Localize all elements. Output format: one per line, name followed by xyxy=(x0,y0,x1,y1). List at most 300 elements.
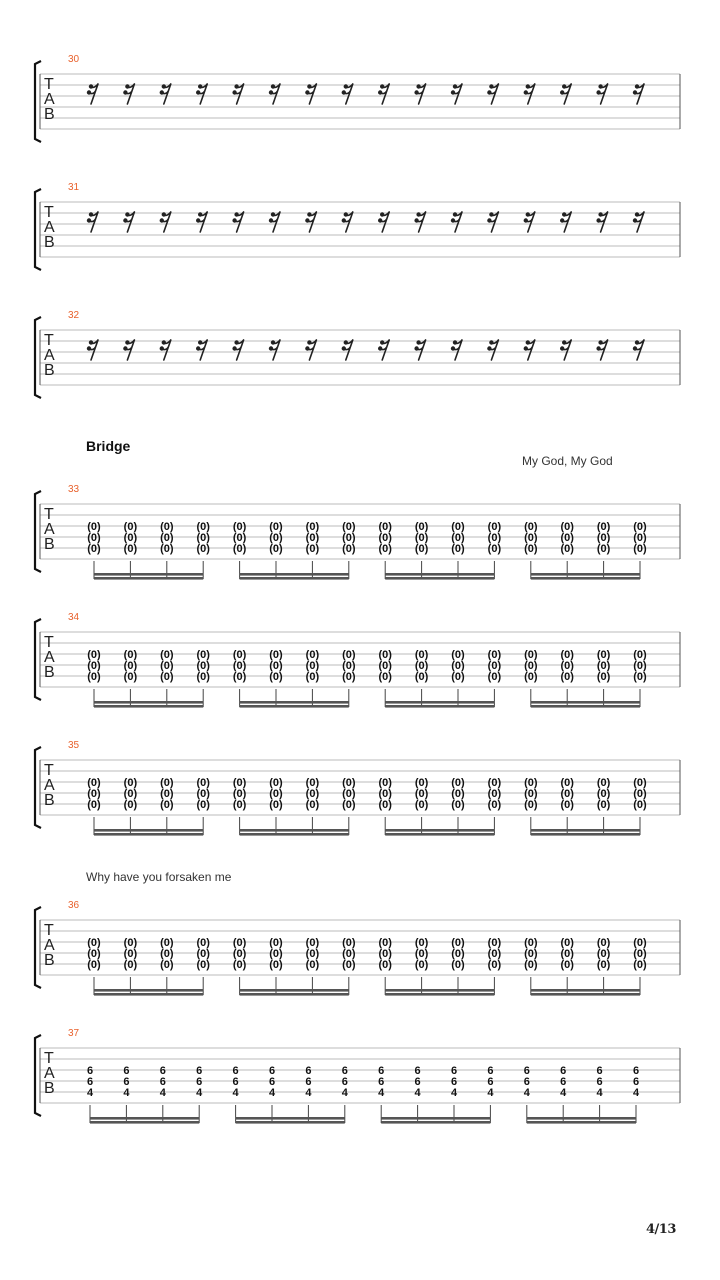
rest-dot xyxy=(196,346,200,350)
fret-number: (0) xyxy=(633,649,647,661)
rest-dot xyxy=(416,84,420,88)
rest-dot xyxy=(271,84,275,88)
rest-dot xyxy=(596,218,600,222)
beam xyxy=(527,1117,636,1120)
rest-dot xyxy=(635,212,639,216)
rest-dot xyxy=(89,84,93,88)
rest-dot xyxy=(487,90,491,94)
fret-number: (0) xyxy=(451,799,465,811)
fret-number: (0) xyxy=(633,521,647,533)
fret-number: (0) xyxy=(524,777,538,789)
beam xyxy=(240,989,349,992)
fret-number: (0) xyxy=(596,948,611,960)
lyric-line: Why have you forsaken me xyxy=(86,870,232,884)
rest-dot xyxy=(453,340,457,344)
rest-dot xyxy=(526,212,530,216)
tab-clef-letter: T xyxy=(44,762,54,779)
beam xyxy=(236,1121,345,1124)
rest-dot xyxy=(453,84,457,88)
fret-number: (0) xyxy=(123,521,138,533)
fret-number: (0) xyxy=(232,649,247,661)
rest-dot xyxy=(487,218,491,222)
beam xyxy=(527,1121,636,1124)
fret-number: (0) xyxy=(560,959,574,971)
rest-dot xyxy=(307,340,311,344)
fret-number: (0) xyxy=(342,777,356,789)
fret-number: (0) xyxy=(269,543,283,555)
fret-number: (0) xyxy=(378,788,392,800)
fret-number: 6 xyxy=(232,1076,239,1088)
fret-number: (0) xyxy=(305,532,320,544)
fret-number: (0) xyxy=(378,660,392,672)
fret-number: (0) xyxy=(414,777,429,789)
fret-number: (0) xyxy=(196,777,210,789)
rest-dot xyxy=(633,218,637,222)
fret-number: (0) xyxy=(487,948,502,960)
rest-dot xyxy=(489,212,493,216)
rest-dot xyxy=(526,340,530,344)
fret-number: (0) xyxy=(160,521,174,533)
fret-number: 6 xyxy=(196,1065,203,1077)
fret-number: (0) xyxy=(87,937,101,949)
measure-number: 35 xyxy=(68,740,80,751)
fret-number: (0) xyxy=(123,777,138,789)
fret-number: (0) xyxy=(196,937,210,949)
fret-number: (0) xyxy=(305,521,320,533)
fret-number: (0) xyxy=(123,671,138,683)
fret-number: 6 xyxy=(159,1065,166,1077)
fret-number: (0) xyxy=(451,649,465,661)
fret-number: (0) xyxy=(232,799,247,811)
fret-number: 6 xyxy=(305,1065,312,1077)
tab-clef-letter: A xyxy=(44,91,55,108)
fret-number: (0) xyxy=(633,532,647,544)
fret-number: (0) xyxy=(487,788,502,800)
fret-number: (0) xyxy=(305,777,320,789)
tab-clef-letter: A xyxy=(44,521,55,538)
rest-dot xyxy=(344,84,348,88)
fret-number: (0) xyxy=(232,543,247,555)
fret-number: (0) xyxy=(160,959,174,971)
beam xyxy=(94,701,203,704)
rest-dot xyxy=(123,218,127,222)
beam xyxy=(94,989,203,992)
fret-number: (0) xyxy=(342,799,356,811)
fret-number: (0) xyxy=(487,532,502,544)
rest-dot xyxy=(560,218,564,222)
fret-number: (0) xyxy=(232,788,247,800)
fret-number: (0) xyxy=(160,532,174,544)
fret-number: (0) xyxy=(487,959,502,971)
tab-clef-letter: A xyxy=(44,777,55,794)
beam xyxy=(531,833,640,836)
tab-clef-letter: T xyxy=(44,506,54,523)
fret-number: (0) xyxy=(378,532,392,544)
rest-dot xyxy=(125,84,129,88)
fret-number: (0) xyxy=(414,937,429,949)
rest-dot xyxy=(414,90,418,94)
fret-number: (0) xyxy=(269,788,283,800)
fret-number: 6 xyxy=(123,1065,130,1077)
beam xyxy=(385,573,494,576)
beam xyxy=(385,701,494,704)
fret-number: (0) xyxy=(524,788,538,800)
fret-number: (0) xyxy=(524,532,538,544)
tab-clef-letter: A xyxy=(44,219,55,236)
rest-dot xyxy=(198,84,202,88)
fret-number: 4 xyxy=(487,1087,494,1099)
fret-number: (0) xyxy=(232,937,247,949)
fret-number: (0) xyxy=(633,948,647,960)
beam xyxy=(240,829,349,832)
rest-dot xyxy=(414,346,418,350)
rest-dot xyxy=(596,346,600,350)
fret-number: (0) xyxy=(305,959,320,971)
beam xyxy=(236,1117,345,1120)
tab-clef-letter: B xyxy=(44,792,55,809)
fret-number: 4 xyxy=(305,1087,312,1099)
fret-number: (0) xyxy=(269,799,283,811)
fret-number: (0) xyxy=(524,948,538,960)
rest-dot xyxy=(562,84,566,88)
fret-number: (0) xyxy=(414,959,429,971)
fret-number: (0) xyxy=(487,777,502,789)
beam xyxy=(531,701,640,704)
rest-dot xyxy=(524,218,528,222)
rest-dot xyxy=(125,340,129,344)
fret-number: (0) xyxy=(560,948,574,960)
fret-number: (0) xyxy=(196,649,210,661)
fret-number: (0) xyxy=(232,660,247,672)
fret-number: (0) xyxy=(160,543,174,555)
fret-number: (0) xyxy=(378,937,392,949)
fret-number: (0) xyxy=(487,937,502,949)
rest-dot xyxy=(307,212,311,216)
beam xyxy=(94,993,203,996)
fret-number: 4 xyxy=(560,1087,567,1099)
fret-number: 6 xyxy=(86,1065,94,1077)
fret-number: 6 xyxy=(523,1076,530,1088)
fret-number: (0) xyxy=(451,788,465,800)
fret-number: (0) xyxy=(451,937,465,949)
rest-dot xyxy=(596,90,600,94)
fret-number: (0) xyxy=(232,532,247,544)
fret-number: (0) xyxy=(160,788,174,800)
rest-dot xyxy=(196,90,200,94)
rest-dot xyxy=(232,90,236,94)
fret-number: (0) xyxy=(633,660,647,672)
fret-number: (0) xyxy=(414,788,429,800)
fret-number: 6 xyxy=(378,1065,385,1077)
tab-clef-letter: B xyxy=(44,1080,55,1097)
fret-number: (0) xyxy=(87,660,101,672)
beam xyxy=(90,1117,199,1120)
beam xyxy=(240,573,349,576)
fret-number: 6 xyxy=(414,1076,421,1088)
tab-clef-letter: A xyxy=(44,347,55,364)
rest-dot xyxy=(234,84,238,88)
fret-number: (0) xyxy=(633,959,647,971)
tab-clef-letter: B xyxy=(44,952,55,969)
fret-number: (0) xyxy=(414,521,429,533)
fret-number: 6 xyxy=(414,1065,421,1077)
fret-number: (0) xyxy=(196,948,210,960)
fret-number: (0) xyxy=(560,777,574,789)
fret-number: (0) xyxy=(160,948,174,960)
measure-number: 34 xyxy=(68,612,80,623)
beam xyxy=(385,577,494,580)
rest-dot xyxy=(271,212,275,216)
fret-number: (0) xyxy=(232,777,247,789)
rest-dot xyxy=(598,212,602,216)
fret-number: 4 xyxy=(86,1087,94,1099)
fret-number: (0) xyxy=(414,948,429,960)
fret-number: 4 xyxy=(123,1087,130,1099)
fret-number: (0) xyxy=(560,532,574,544)
beam xyxy=(94,705,203,708)
beam xyxy=(531,989,640,992)
rest-dot xyxy=(89,212,93,216)
fret-number: (0) xyxy=(596,521,611,533)
beam xyxy=(240,701,349,704)
fret-number: 6 xyxy=(487,1076,494,1088)
fret-number: (0) xyxy=(123,788,138,800)
fret-number: (0) xyxy=(633,543,647,555)
rest-dot xyxy=(342,90,346,94)
rest-dot xyxy=(305,346,309,350)
fret-number: 4 xyxy=(523,1087,530,1099)
fret-number: 4 xyxy=(268,1087,276,1099)
fret-number: (0) xyxy=(196,543,210,555)
rest-dot xyxy=(234,340,238,344)
fret-number: (0) xyxy=(232,948,247,960)
fret-number: (0) xyxy=(596,671,611,683)
fret-number: (0) xyxy=(560,543,574,555)
fret-number: (0) xyxy=(378,799,392,811)
rest-dot xyxy=(123,346,127,350)
fret-number: (0) xyxy=(232,521,247,533)
fret-number: (0) xyxy=(560,937,574,949)
fret-number: (0) xyxy=(342,543,356,555)
fret-number: (0) xyxy=(269,660,283,672)
measure-number: 36 xyxy=(68,900,80,911)
rest-dot xyxy=(378,90,382,94)
tab-clef-letter: A xyxy=(44,649,55,666)
fret-number: (0) xyxy=(524,649,538,661)
fret-number: (0) xyxy=(160,799,174,811)
fret-number: (0) xyxy=(487,660,502,672)
rest-dot xyxy=(162,84,166,88)
fret-number: (0) xyxy=(596,543,611,555)
rest-dot xyxy=(196,218,200,222)
fret-number: (0) xyxy=(269,532,283,544)
fret-number: (0) xyxy=(596,799,611,811)
rest-dot xyxy=(342,218,346,222)
fret-number: (0) xyxy=(123,532,138,544)
fret-number: 6 xyxy=(268,1076,276,1088)
rest-dot xyxy=(414,218,418,222)
rest-dot xyxy=(269,218,273,222)
fret-number: (0) xyxy=(305,671,320,683)
fret-number: 6 xyxy=(450,1076,458,1088)
rest-dot xyxy=(562,340,566,344)
fret-number: (0) xyxy=(269,671,283,683)
rest-dot xyxy=(125,212,129,216)
fret-number: (0) xyxy=(123,948,138,960)
rest-dot xyxy=(160,218,164,222)
rest-dot xyxy=(89,340,93,344)
tab-clef-letter: A xyxy=(44,937,55,954)
fret-number: (0) xyxy=(560,649,574,661)
fret-number: (0) xyxy=(596,788,611,800)
fret-number: (0) xyxy=(451,521,465,533)
fret-number: (0) xyxy=(560,521,574,533)
rest-dot xyxy=(305,90,309,94)
fret-number: 6 xyxy=(450,1065,458,1077)
fret-number: 6 xyxy=(196,1076,203,1088)
fret-number: (0) xyxy=(633,937,647,949)
rest-dot xyxy=(489,84,493,88)
tab-clef-letter: B xyxy=(44,106,55,123)
fret-number: 6 xyxy=(523,1065,530,1077)
section-label: Bridge xyxy=(86,438,131,454)
fret-number: 6 xyxy=(378,1076,385,1088)
fret-number: (0) xyxy=(560,671,574,683)
fret-number: (0) xyxy=(378,948,392,960)
fret-number: (0) xyxy=(269,948,283,960)
fret-number: (0) xyxy=(87,959,101,971)
fret-number: (0) xyxy=(633,777,647,789)
tab-clef-letter: B xyxy=(44,234,55,251)
fret-number: (0) xyxy=(451,660,465,672)
fret-number: 6 xyxy=(487,1065,494,1077)
fret-number: (0) xyxy=(524,959,538,971)
measure-number: 30 xyxy=(68,54,80,65)
rest-dot xyxy=(87,218,91,222)
beam xyxy=(240,833,349,836)
fret-number: (0) xyxy=(123,649,138,661)
fret-number: (0) xyxy=(196,788,210,800)
fret-number: (0) xyxy=(196,959,210,971)
fret-number: 6 xyxy=(86,1076,94,1088)
fret-number: (0) xyxy=(305,788,320,800)
fret-number: (0) xyxy=(596,777,611,789)
rest-dot xyxy=(380,212,384,216)
rest-dot xyxy=(416,340,420,344)
rest-dot xyxy=(524,90,528,94)
fret-number: (0) xyxy=(451,543,465,555)
fret-number: (0) xyxy=(342,937,356,949)
rest-dot xyxy=(344,212,348,216)
fret-number: (0) xyxy=(414,649,429,661)
tab-clef-letter: T xyxy=(44,204,54,221)
fret-number: (0) xyxy=(414,532,429,544)
fret-number: (0) xyxy=(305,937,320,949)
fret-number: (0) xyxy=(196,660,210,672)
fret-number: 6 xyxy=(560,1076,567,1088)
fret-number: (0) xyxy=(378,543,392,555)
beam xyxy=(531,577,640,580)
fret-number: (0) xyxy=(160,671,174,683)
fret-number: (0) xyxy=(414,799,429,811)
fret-number: (0) xyxy=(342,959,356,971)
fret-number: (0) xyxy=(305,543,320,555)
fret-number: (0) xyxy=(378,521,392,533)
fret-number: 6 xyxy=(632,1065,640,1077)
beam xyxy=(240,993,349,996)
fret-number: 6 xyxy=(632,1076,640,1088)
tab-clef-letter: T xyxy=(44,332,54,349)
fret-number: 4 xyxy=(378,1087,385,1099)
fret-number: (0) xyxy=(232,959,247,971)
beam xyxy=(531,573,640,576)
fret-number: (0) xyxy=(633,799,647,811)
fret-number: (0) xyxy=(414,543,429,555)
fret-number: (0) xyxy=(123,959,138,971)
beam xyxy=(240,705,349,708)
beam xyxy=(531,993,640,996)
fret-number: 6 xyxy=(123,1076,130,1088)
fret-number: (0) xyxy=(378,777,392,789)
fret-number: (0) xyxy=(378,671,392,683)
beam xyxy=(385,989,494,992)
fret-number: (0) xyxy=(451,959,465,971)
fret-number: (0) xyxy=(123,937,138,949)
beam xyxy=(381,1121,490,1124)
beam xyxy=(385,829,494,832)
fret-number: (0) xyxy=(451,777,465,789)
rest-dot xyxy=(305,218,309,222)
rest-dot xyxy=(560,90,564,94)
page-number: 4/13 xyxy=(646,1222,676,1237)
fret-number: (0) xyxy=(487,649,502,661)
fret-number: (0) xyxy=(87,671,101,683)
fret-number: 4 xyxy=(596,1087,603,1099)
measure-number: 31 xyxy=(68,182,80,193)
rest-dot xyxy=(160,90,164,94)
measure-number: 33 xyxy=(68,484,80,495)
fret-number: (0) xyxy=(633,788,647,800)
fret-number: (0) xyxy=(524,799,538,811)
fret-number: (0) xyxy=(524,543,538,555)
fret-number: (0) xyxy=(342,649,356,661)
fret-number: (0) xyxy=(524,671,538,683)
rest-dot xyxy=(633,90,637,94)
rest-dot xyxy=(562,212,566,216)
tab-clef-letter: A xyxy=(44,1065,55,1082)
fret-number: (0) xyxy=(160,937,174,949)
fret-number: (0) xyxy=(269,959,283,971)
fret-number: (0) xyxy=(524,521,538,533)
fret-number: (0) xyxy=(487,671,502,683)
rest-dot xyxy=(489,340,493,344)
rest-dot xyxy=(271,340,275,344)
fret-number: (0) xyxy=(269,777,283,789)
rest-dot xyxy=(453,212,457,216)
fret-number: (0) xyxy=(596,532,611,544)
rest-dot xyxy=(344,340,348,344)
rest-dot xyxy=(123,90,127,94)
rest-dot xyxy=(160,346,164,350)
rest-dot xyxy=(633,346,637,350)
fret-number: (0) xyxy=(87,788,101,800)
tab-clef-letter: B xyxy=(44,362,55,379)
fret-number: (0) xyxy=(160,777,174,789)
fret-number: 4 xyxy=(341,1087,348,1099)
tab-clef-letter: T xyxy=(44,76,54,93)
fret-number: (0) xyxy=(596,649,611,661)
fret-number: (0) xyxy=(596,959,611,971)
